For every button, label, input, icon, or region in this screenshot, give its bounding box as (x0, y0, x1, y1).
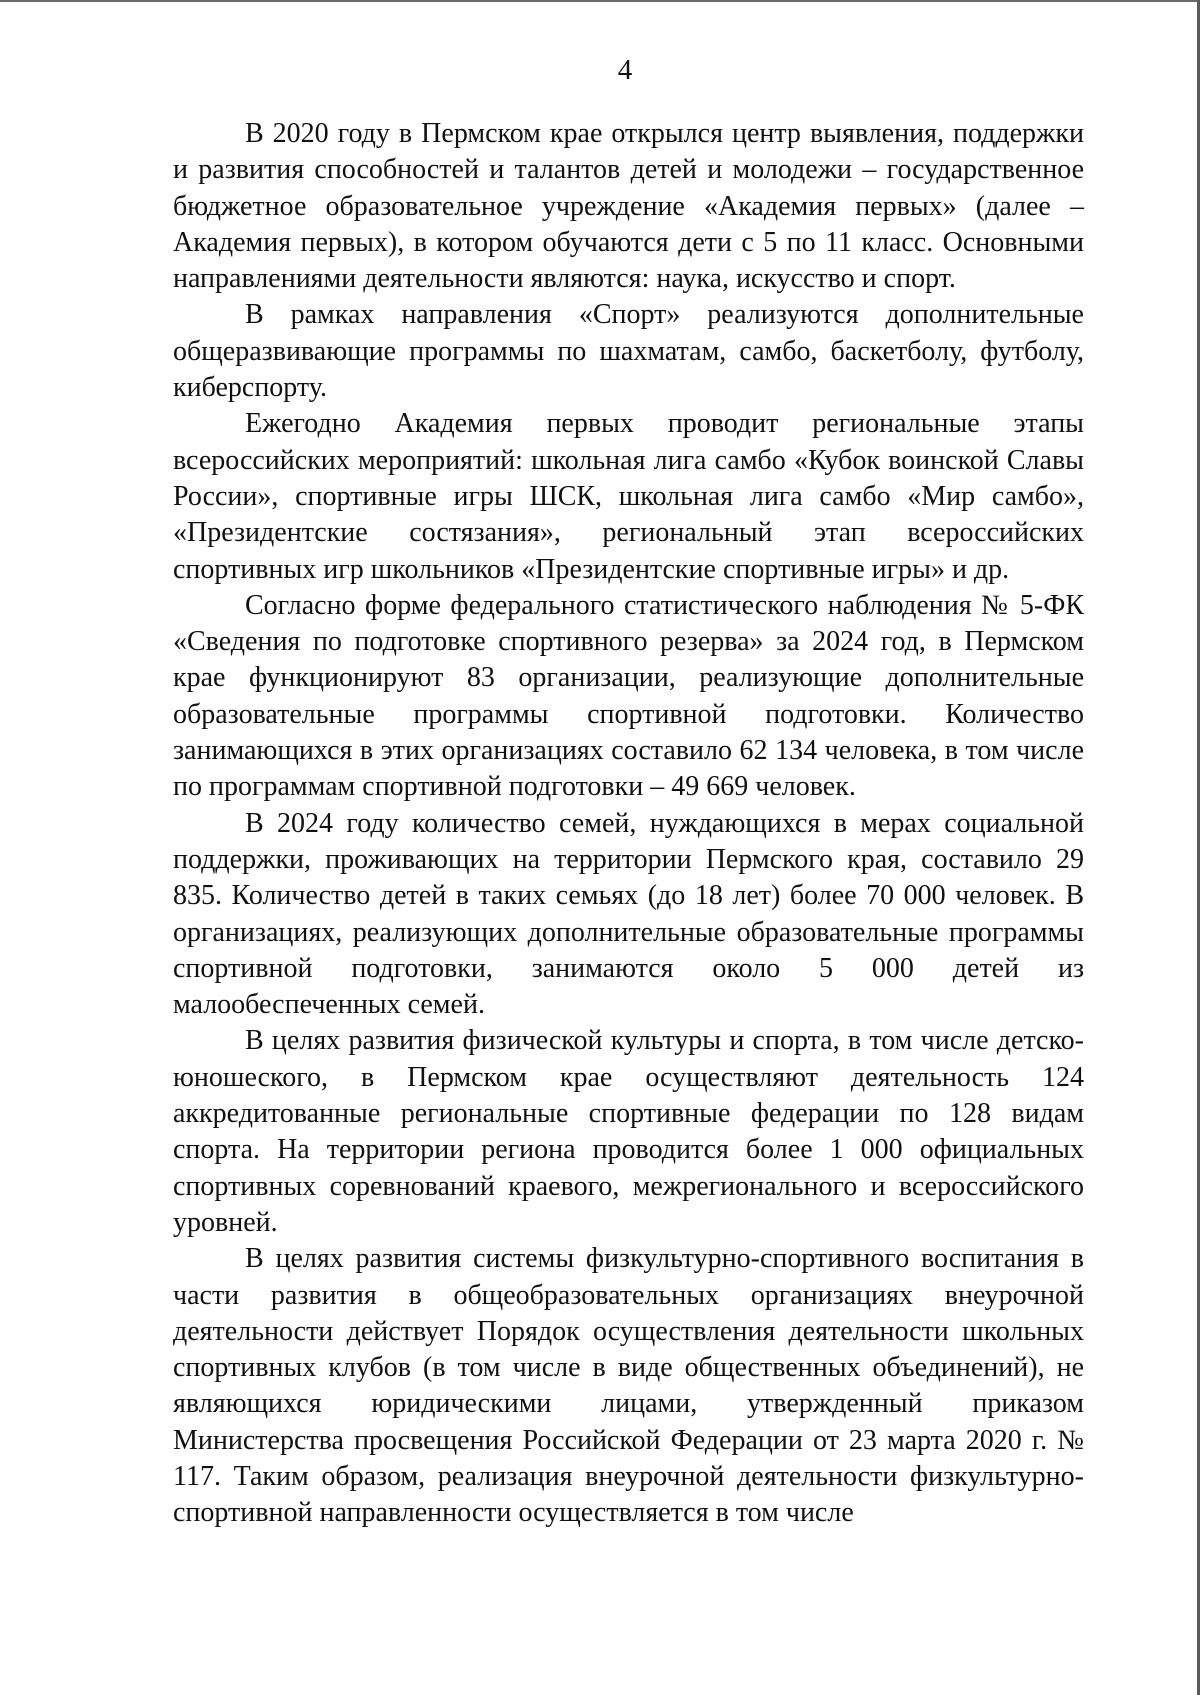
paragraph-school-clubs: В целях развития системы физкультурно-спортивного воспитания в части развития в общеобразовательных организациях внеурочной деятельности действует Порядок осуществления деятельности школьных спортивных клубов (в том числе в виде общественных объединений), не являющихся юридическими лицами, утвержденный приказом Министерства просвещения Российской Федерации от 23 марта 2020 г. № 117. Таким образом, реализация внеурочной деятельности физкультурно-спортивной направленности осуществляется в том числе (173, 1243, 1084, 1529)
document-body (173, 116, 1084, 1532)
scan-edge-top (0, 0, 1200, 2)
paragraph-federations: В целях развития физической культуры и спорта, в том числе детско-юношеского, в Пермском крае осуществляют деятельность 124 аккредитованные региональные спортивные федерации по 128 видам спорта. На территории региона проводится более 1 000 официальных спортивных соревнований краевого, межрегионального и всероссийского уровней. (173, 1025, 1084, 1238)
paragraph-annual-events: Ежегодно Академия первых проводит региональные этапы всероссийских мероприятий: школьная лига самбо «Кубок воинской Славы России», спортивные игры ШСК, школьная лига самбо «Мир самбо», «Президентские состязания», региональный этап всероссийских спортивных игр школьников «Президентские спортивные игры» и др. (173, 408, 1084, 585)
paragraph-statistics: Согласно форме федерального статистического наблюдения № 5-ФК «Сведения по подготовке спортивного резерва» за 2024 год, в Пермском крае функционируют 83 организации, реализующие дополнительные образовательные программы спортивной подготовки. Количество занимающихся в этих организациях составило 62 134 человека, в том числе по программам спортивной подготовки – 49 669 человек. (173, 589, 1084, 803)
paragraph-academy-intro: В 2020 году в Пермском крае открылся центр выявления, поддержки и развития способностей и талантов детей и молодежи – государственное бюджетное образовательное учреждение «Академия первых» (далее – Академия первых), в котором обучаются дети с 5 по 11 класс. Основными направлениями деятельности являются: наука, искусство и спорт. (173, 118, 1084, 295)
paragraph-sport-programs: В рамках направления «Спорт» реализуются дополнительные общеразвивающие программы по шахматам, самбо, баскетболу, футболу, киберспорту. (173, 299, 1084, 404)
paragraph-families-support: В 2024 году количество семей, нуждающихся в мерах социальной поддержки, проживающих на территории Пермского края, составило 29 835. Количество детей в таких семьях (до 18 лет) более 70 000 человек. В организациях, реализующих дополнительные образовательные программы спортивной подготовки, занимаются около 5 000 детей из малообеспеченных семей. (173, 807, 1084, 1021)
page-number: 4 (617, 54, 633, 86)
